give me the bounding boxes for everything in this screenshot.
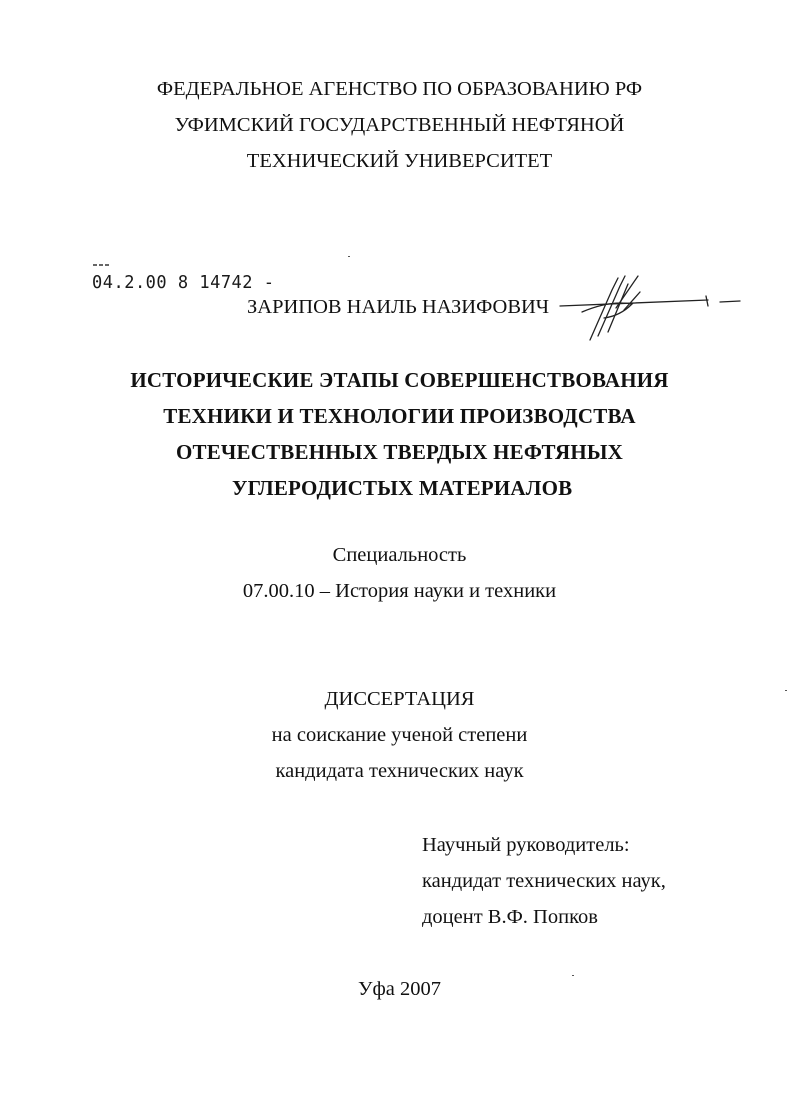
specialty-label: Специальность: [332, 544, 467, 566]
title-line-3: ОТЕЧЕСТВЕННЫХ ТВЕРДЫХ НЕФТЯНЫХ: [175, 440, 624, 464]
dissertation-heading: ДИССЕРТАЦИЯ: [324, 688, 475, 710]
supervisor-line-1: Научный руководитель:: [422, 834, 630, 856]
header-line-2: УФИМСКИЙ ГОСУДАРСТВЕННЫЙ НЕФТЯНОЙ: [174, 114, 625, 136]
dissertation-line-1: на соискание ученой степени: [271, 724, 528, 746]
dissertation-line-2: кандидата технических наук: [275, 760, 524, 782]
supervisor-line-3: доцент В.Ф. Попков: [422, 906, 598, 928]
scan-speck: [785, 690, 787, 691]
signature-icon: [520, 270, 750, 345]
header-line-1: ФЕДЕРАЛЬНОЕ АГЕНСТВО ПО ОБРАЗОВАНИЮ РФ: [156, 78, 643, 100]
specialty-code: 07.00.10 – История науки и техники: [242, 580, 557, 602]
stamp-ticks: [93, 263, 109, 267]
supervisor-line-2: кандидат технических наук,: [422, 870, 666, 892]
scan-speck: [572, 975, 574, 976]
header-line-3: ТЕХНИЧЕСКИЙ УНИВЕРСИТЕТ: [246, 150, 553, 172]
author-name: ЗАРИПОВ НАИЛЬ НАЗИФОВИЧ: [247, 296, 550, 318]
title-line-1: ИСТОРИЧЕСКИЕ ЭТАПЫ СОВЕРШЕНСТВОВАНИЯ: [130, 368, 669, 392]
footer-city-year: Уфа 2007: [357, 978, 442, 1000]
title-line-2: ТЕХНИКИ И ТЕХНОЛОГИИ ПРОИЗВОДСТВА: [163, 404, 636, 428]
scan-speck: [348, 256, 350, 257]
title-line-4: УГЛЕРОДИСТЫХ МАТЕРИАЛОВ: [232, 476, 573, 500]
registration-stamp: 04.2.00 8 14742 -: [92, 272, 275, 294]
